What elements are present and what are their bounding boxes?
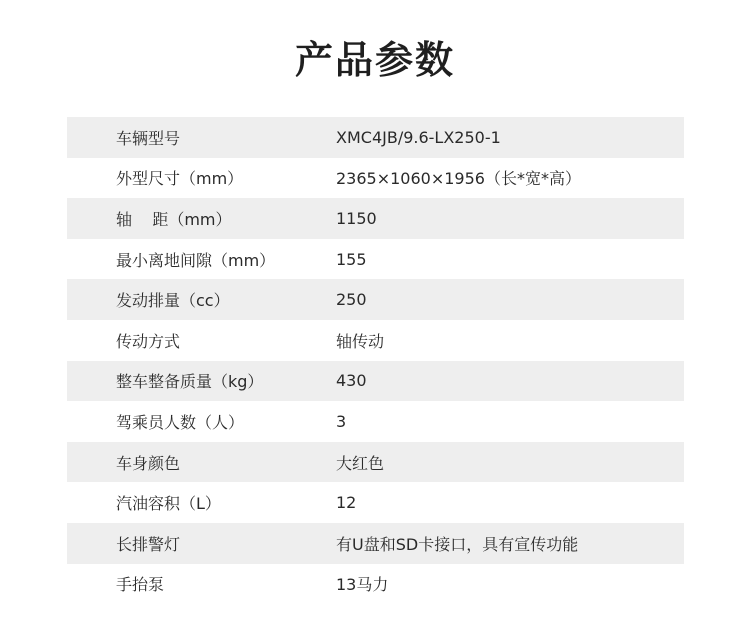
spec-row-occupants	[67, 401, 684, 442]
spec-label: 整车整备质量（kg）	[116, 372, 264, 392]
spec-label: 轴 距（mm）	[116, 209, 232, 229]
spec-row-wheelbase	[67, 198, 684, 239]
spec-row-hand-pump	[67, 564, 684, 605]
spec-row-model	[67, 117, 684, 158]
spec-label: 外型尺寸（mm）	[116, 169, 244, 189]
spec-row-displacement	[67, 279, 684, 320]
spec-value: 轴传动	[336, 331, 385, 351]
spec-label: 传动方式	[116, 331, 181, 351]
spec-label: 汽油容积（L）	[116, 494, 221, 514]
spec-label: 长排警灯	[116, 534, 181, 554]
spec-row-ground-clearance	[67, 239, 684, 280]
spec-label: 最小离地间隙（mm）	[116, 250, 276, 270]
spec-value: XMC4JB/9.6-LX250-1	[336, 127, 501, 147]
spec-label: 驾乘员人数（人）	[116, 412, 245, 432]
spec-row-transmission	[67, 320, 684, 361]
spec-table	[67, 117, 684, 604]
spec-row-fuel-capacity	[67, 482, 684, 523]
spec-value: 2365×1060×1956（长*宽*高）	[336, 169, 581, 189]
spec-row-curb-weight	[67, 361, 684, 402]
spec-row-light-bar	[67, 523, 684, 564]
spec-value: 有U盘和SD卡接口，具有宣传功能	[336, 534, 579, 554]
spec-label: 车辆型号	[116, 128, 181, 148]
spec-label: 车身颜色	[116, 453, 181, 473]
spec-value: 3	[336, 411, 347, 431]
spec-label: 发动排量（cc）	[116, 291, 230, 311]
spec-value: 250	[336, 290, 367, 310]
spec-value: 1150	[336, 208, 377, 228]
spec-label: 手抬泵	[116, 575, 165, 595]
spec-row-body-color	[67, 442, 684, 483]
spec-value: 430	[336, 371, 367, 391]
spec-value: 13马力	[336, 575, 389, 595]
page-title: 产品参数	[294, 38, 455, 82]
spec-value: 155	[336, 249, 367, 269]
spec-value: 大红色	[336, 453, 385, 473]
spec-value: 12	[336, 493, 357, 513]
spec-row-dimensions	[67, 158, 684, 199]
